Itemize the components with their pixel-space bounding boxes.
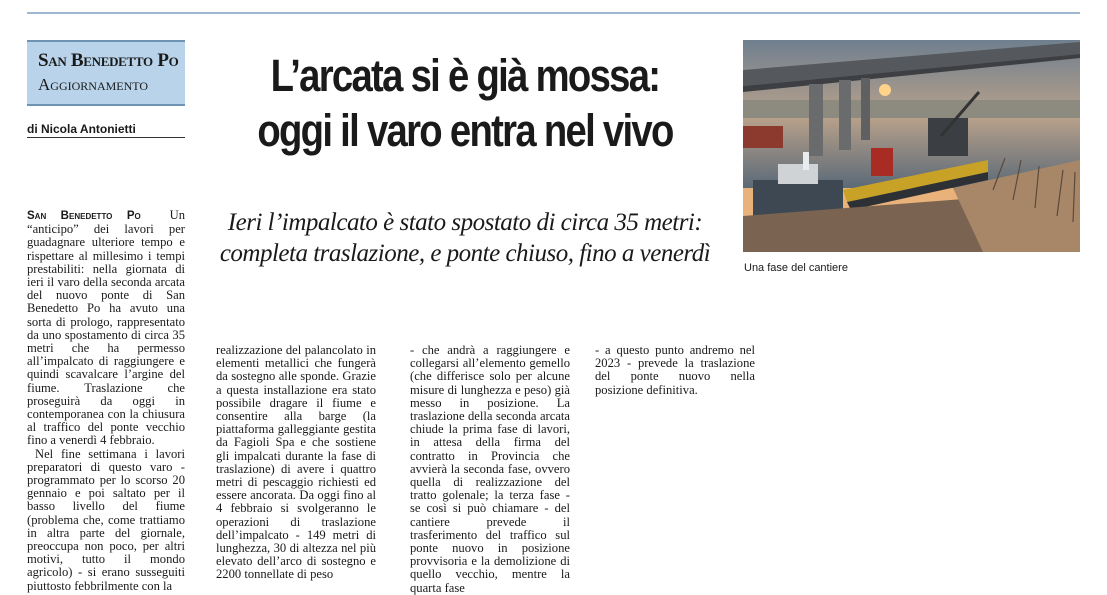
byline-rule [27, 137, 185, 138]
subheadline-line-2: completa traslazione, e ponte chiuso, fino a venerdì [219, 240, 711, 267]
article-column-4 [595, 344, 755, 397]
subheadline-line-1: Ieri l’impalcato è stato spostato di circa 35 metri: [227, 209, 703, 236]
top-rule [27, 12, 1080, 14]
subheadline [210, 207, 720, 269]
section-tag-subtitle: Aggiornamento [38, 75, 149, 94]
article-column-1 [27, 209, 185, 593]
headline-line-2: oggi il varo entra nel vivo [257, 105, 673, 156]
construction-photo [743, 40, 1080, 252]
photo-caption: Una fase del cantiere [744, 262, 848, 274]
article-paragraph: - a questo punto andremo nel 2023 - prevede la traslazione del ponte nuovo nella posizione definitiva. [595, 343, 755, 397]
section-tag [27, 40, 185, 106]
headline [231, 48, 699, 158]
section-tag-title: San Benedetto Po [38, 50, 179, 71]
headline-line-1: L’arcata si è già mossa: [270, 50, 660, 101]
dateline: San Benedetto Po [27, 210, 141, 222]
article-paragraph: Nel fine settimana i lavori preparatori di questo varo - programmato per lo scorso 20 gennaio e poi saltato per il basso livello del fiume (problema che, come trattiamo in altra parte del giornale, preoccupa non poco, per altri motivi, tutto il mondo agricolo) - si erano susseguiti piuttosto febbrilmente con la [27, 446, 185, 593]
article-column-3 [410, 344, 570, 595]
article-paragraph: realizzazione del palancolato in elementi metallici che fungerà da sostegno alle sponde. Grazie a questa installazione era stato possibile dragare il fiume e consentire alla barge (la piattaforma galleggiante gestita da Fagioli Spa e che sostiene gli impalcati durante la fase di traslazione) di avere i quattro metri di pescaggio richiesti ed essere ancorata. Da oggi fino al 4 febbraio si svolgeranno le operazioni di traslazione dell’impalcato - 149 metri di lunghezza, 30 di altezza nel più elevato dell’arco di sostegno e 2200 tonnellate di peso [216, 343, 376, 582]
paragraph-text: Un “anticipo” dei lavori per guadagnare ulteriore tempo e rispettare al millesimo i tempi prestabiliti: nella giornata di ieri il varo della seconda arcata del nuovo ponte di San Benedetto Po ha avuto una sorta di prologo, rappresentato da uno spostamento di circa 35 metri che ha permesso all’impalcato di raggiungere e quindi scavalcare l’argine del fiume. Traslazione che proseguirà da oggi in contemporanea con la chiusura al traffico del ponte vecchio fino a venerdì 4 febbraio. [27, 208, 185, 448]
byline: di Nicola Antonietti [27, 122, 136, 136]
article-column-2 [216, 344, 376, 582]
article-paragraph: - che andrà a raggiungere e collegarsi all’elemento gemello (che differisce solo per alcune misure di lunghezza e peso) già messo in posizione. La traslazione della seconda arcata chiude la prima fase di lavori, in attesa della firma del contratto in Provincia che avvierà la seconda fase, ovvero quella di realizzazione del tratto golenale; la terza fase - se così si può chiamare - del cantiere prevede il trasferimento del traffico sul ponte nuovo in posizione provvisoria e la demolizione di quello vecchio, mentre la quarta fase [410, 343, 570, 595]
article-paragraph [27, 209, 185, 448]
